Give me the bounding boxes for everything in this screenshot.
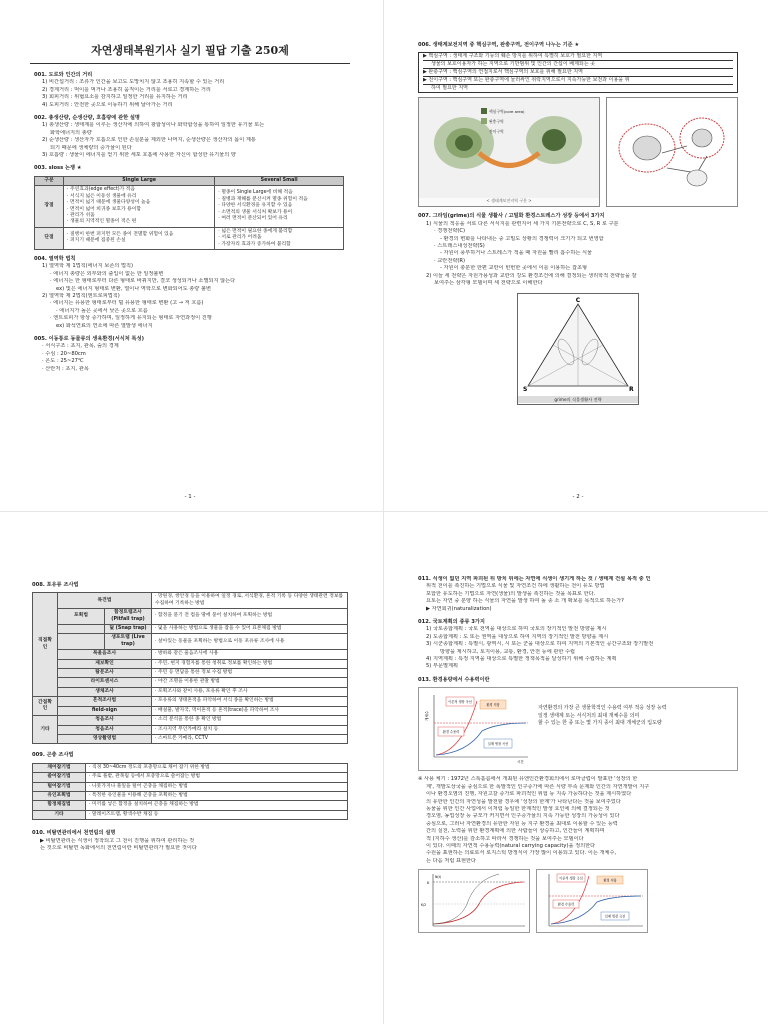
section-004-line: ex) 화석연료의 연소에 따른 열발생 에너지 xyxy=(56,322,153,329)
section-001-line: 3) 회피거리 : 위협요소를 감지하고 일정한 거리를 유지하는 거리 xyxy=(42,94,188,101)
section-011-line: 위적 천이를 촉진하는 기법으로 식물 및 자연조건 하에 생활하는 천이 유도 방법 xyxy=(426,583,605,590)
mammal-description: · 살아있는 동물을 포획하는 방법으로 이동 포유류 조사에 사용 xyxy=(152,634,348,650)
sloss-row-label: 장점 xyxy=(35,186,64,227)
table-row xyxy=(33,716,348,725)
section-010-heading: 010. 비탈면관리에서 천연림의 설명 xyxy=(32,830,116,837)
section-002-line: 2) 순생산량 : 생산자가 호흡으로 인한 손실분을 제외한 나머지, 순생산량은 생산자의 몸이 계통 xyxy=(42,137,256,144)
sloss-table xyxy=(34,176,344,250)
mammal-description: · 덫을 사용하는 방법으로 생물을 잡을 수 있어 표본채집 방법 xyxy=(152,625,348,634)
section-011-answer: ▶ 자연회귀(naturalization) xyxy=(426,605,492,612)
page-1 xyxy=(0,0,380,510)
mammal-description: · 포획조사와 같이 사용, 포유류 확인 후 조사 xyxy=(152,687,348,696)
carrying-capacity-graph xyxy=(422,691,532,767)
section-007-body xyxy=(418,221,738,288)
page-2 xyxy=(388,0,768,510)
insect-description: · 나뭇가지나 풀잎을 털어 곤충을 채집하는 방법 xyxy=(86,782,348,791)
section-001-line: 4) 도피거리 : 안전한 곳으로 이동하기 위해 날아가는 거리 xyxy=(42,101,173,108)
environment-capacity-svg xyxy=(537,870,647,932)
section-010-line: ▶ 비탈면관리는 식생이 정착되고 그 천이 진행을 위하여 관리하는 것 xyxy=(40,837,195,844)
sloss-table-header: Several Small xyxy=(215,176,344,185)
note-line: 이나 환경오염의 진행, 자원고갈 증가로 파괴적인 위험 등 지속 가능하다는 것을 제시하였다 xyxy=(426,791,632,798)
insect-method: 함정채집법 xyxy=(33,801,86,810)
triangle-label-r: R xyxy=(629,386,634,394)
mammal-method: 생체조사 xyxy=(58,687,152,696)
document-title: 자연생태복원기사 실기 필답 기출 250제 xyxy=(91,44,289,57)
zone-row: ▶ 전이구역 : 핵심구역 또는 완충구역에 둘러싸인 취락지역으로서 지속가능한 보전과 이용을 위 xyxy=(423,77,733,85)
cell-line: · 넓은 면적이 필요한 종에게 불리함 xyxy=(218,228,293,234)
logistic-half-k-label: K/2 xyxy=(421,903,427,908)
section-007-line: - 자원이 충분한 한편 교란이 빈번한 곳에서 이를 이용하는 잡초형 xyxy=(440,265,588,272)
cell-line: · 면적이 넓기 때문에 생물다양성이 높음 xyxy=(67,200,151,206)
section-001-line: 1) 비간섭거리 : 조류가 인간을 보고도 도망치지 않고 조용히 지속할 수 있는 거리 xyxy=(42,79,225,86)
graph-capacity-label: 환경 수용력 xyxy=(442,730,460,735)
cell-line: · 서식지 넓은 이동성 생물에 유리 xyxy=(67,193,137,199)
section-009-heading: 009. 곤충 조사법 xyxy=(32,752,74,759)
grime-triangle-figure xyxy=(517,293,639,405)
graph-actual-label: 실제 생장 곡선 xyxy=(487,742,509,747)
note-line: 동물을 위한 인간 사업에서 이처럼 동일한 한계적인 발생 요인에 의해 결정되는 것 xyxy=(426,805,610,812)
section-011-line: 포함한 유도하는 기법으로 자연(생물)의 발생을 촉진하는 것을 목표로 한다. xyxy=(426,590,596,597)
legend-core: 핵심구역(core area) xyxy=(489,109,525,115)
table-row xyxy=(33,782,348,791)
mammal-survey-table xyxy=(32,592,348,744)
section-013-note xyxy=(418,776,738,865)
environment-capacity-graph xyxy=(536,869,648,933)
zone-row: ▶ 완충구역 : 핵심구역의 연접지로서 핵심구역의 보호를 위해 필요한 지역 xyxy=(423,69,733,77)
section-012-body xyxy=(418,626,738,670)
mammal-method xyxy=(58,625,105,634)
zone-network-illustration xyxy=(607,98,737,206)
carrying-capacity-description xyxy=(538,691,734,767)
section-004-line: · 에너지는 한 형태로부터 다른 형태로 바뀌지만, 결코 생성되거나 소멸되지 않는다 xyxy=(50,278,236,285)
sloss-row-label: 단점 xyxy=(35,227,64,249)
grime-triangle xyxy=(518,294,638,394)
title-rule xyxy=(30,63,350,64)
table-row xyxy=(33,593,348,609)
zone-row: 생물의 보호이용자가 하는 지역으로 기반범위 및 인간의 간섭이 배제되는 곳 xyxy=(423,61,733,69)
mammal-method: 목울음조사 xyxy=(58,650,152,659)
note-line: 경오염, 농업성장 등 규모가 커지면서 인구증가율의 지속 가능한 성장의 가능성이 있다 xyxy=(426,813,620,820)
table-row xyxy=(33,669,348,678)
graph-resistance-label: 환경 저항 xyxy=(486,703,500,708)
page-divider-vertical xyxy=(383,0,384,1024)
zone-map-caption: < 생태계보전지역 구분 > xyxy=(486,198,532,203)
mammal-method: 흔적조사법 xyxy=(58,697,152,706)
fig2-capacity-label: 환경 수용력 xyxy=(557,902,575,907)
section-010-line: 는 것으로 비탈면 녹화에서의 천연림이란 비탈면관리가 필요한 것이다 xyxy=(40,844,197,851)
sloss-cell xyxy=(215,186,344,227)
fig2-resistance-label: 환경 저항 xyxy=(603,878,617,883)
note-line: 수원을 표현하는 의료로서 로지스틱 방정식이 가장 많이 이용되고 있다. 이는 개체수, xyxy=(426,850,617,857)
triangle-label-s: S xyxy=(523,386,528,394)
section-011-line: 요토는 자연 중 분양 하는 식물의 자연을 발생 하여 돌 종 소 개 확보를 목적으로 하는가? xyxy=(426,598,624,605)
page-4 xyxy=(388,514,768,1024)
cell-line: · 면적이 넓어 희귀종 보호가 용이함 xyxy=(67,206,142,212)
table-row xyxy=(33,634,348,650)
section-001-heading: 001. 도로와 인간의 거리 xyxy=(34,72,93,78)
section-007-line: 2) 이들 세 전략은 자원가용성과 교란의 강도 환경조건에 의해 결정되는 생리학적 전략들을 잘 xyxy=(426,272,637,279)
table-row xyxy=(33,763,348,772)
insect-description: · 말레이즈트랩, 황색수반 채집 등 xyxy=(86,810,348,819)
desc-line: 할 수 있는 한 종 또는 몇 가지 종이 최대 개체군의 입도량 xyxy=(538,720,662,727)
logistic-curve-svg xyxy=(419,870,529,932)
section-002-line: 1) 총생산량 : 생태계를 이루는 생산자에 의하여 광합성이나 화학합성을 통하여 일정한 유기물 또는 xyxy=(42,122,265,129)
table-row xyxy=(33,773,348,782)
insect-description: · 직경 30~40cm 정도의 포충망으로 채어 잡기 위한 방법 xyxy=(86,763,348,772)
logistic-curve-graph xyxy=(418,869,530,933)
cell-line: · 가장자리 효과가 증가하여 불리함 xyxy=(218,241,291,247)
cell-line: · 멸종이 Single Large에 비해 적음 xyxy=(218,190,293,196)
insect-method: 채어잡기법 xyxy=(33,763,86,772)
zone-row: ▶ 핵심구역 : 생태계 구조와 기능의 훼손 방지를 위하여 특별히 보호가 필요한 지역 xyxy=(423,53,733,61)
zone-definition-box xyxy=(418,52,738,93)
mammal-method: field-sign xyxy=(58,706,152,715)
insect-description: · 특정한 유인물을 이용해 곤충을 포획하는 방법 xyxy=(86,791,348,800)
section-011-line: 011. 식생이 없던 지역 파괴된 뒤 방치 뒤에는 자연에 식생이 생기게 하는 것 / 생태계 건설 목적 중 인 xyxy=(418,576,651,582)
section-007-line: - 환경의 변화를 나타내는 중 고밀도 상황의 경쟁력이 크기가 되고 번영함 xyxy=(440,235,604,242)
sloss-table-header: Single Large xyxy=(64,176,215,185)
section-012-line: 2) 도종합계획 : 도 또는 권역을 대상으로 하여 지역의 장기적인 발전 방향을 제시 xyxy=(426,633,609,640)
section-001-body xyxy=(34,79,346,109)
section-004-body xyxy=(34,263,346,330)
section-004-line: ex) 빛은 에너지 형태로 변환, 열이나 역학으로 변화되어도 총량 불변 xyxy=(56,285,211,292)
desc-line: 일정 생태계 또는 서식처의 최대 개체수를 의미 xyxy=(538,712,640,719)
section-004-line: · 에너지는 유용한 형태로부터 덜 유용한 형태로 변환 (고 → 저 흐름) xyxy=(50,300,204,307)
mammal-description: · 스마트폰 카메라, CCTV xyxy=(152,734,348,743)
triangle-label-c: C xyxy=(575,297,581,305)
grime-caption: grime의 식물생활사 전략 xyxy=(518,396,638,403)
mammal-description: · 주민, 현지 경험자를 통한 청취로 정보를 확인하는 방법 xyxy=(152,659,348,668)
section-007-heading: 007. 그라임(grime)의 식물 생활사 / 고밀화 환경스트레스가 성장 등에서 3가지 xyxy=(418,213,605,220)
section-006-heading: 006. 생태계보전지역 중 핵심구역, 완충구역, 전이구역 나누는 기준 ★ xyxy=(418,42,580,48)
insect-description: · 주로 풀밭, 관목림 등에서 포충망으로 쓸어잡는 방법 xyxy=(86,773,348,782)
page-number: - 2 - xyxy=(572,494,584,500)
page-number: - 1 - xyxy=(184,494,196,500)
section-004-line: 2) 열역학 제 2법칙(엔트로피법칙) xyxy=(42,292,120,299)
note-line: 중심으로, 그러나 자연환경의 유한한 자원 등 지구 환경을 최대로 이용할 수 있는 능력 xyxy=(426,820,618,827)
sloss-cell xyxy=(215,227,344,249)
mammal-submethod: 덫 (Snap trap) xyxy=(105,625,152,634)
fig2-actual-label: 실제 생장 곡선 xyxy=(604,914,626,919)
graph-ylabel: 개체수 xyxy=(425,711,429,722)
table-row xyxy=(33,659,348,668)
table-row xyxy=(33,625,348,634)
note-line: 계', 개발도상국을 중심으로 한 폭발적인 인구증가에 따른 식량 부족 문제와 인간의 자연개발이 지구 xyxy=(426,783,650,790)
cell-line: · 퍼지기 때문에 집중된 손실 xyxy=(67,238,126,244)
section-001-line: 2) 경계거리 : 먹이를 먹거나 조용히 움직이는 거리를 서로고 경계하는 거리 xyxy=(42,86,211,93)
fig2-theory-label: 이론적 생장 곡선 xyxy=(559,876,583,881)
mammal-group-label: 간접확인 xyxy=(33,697,58,716)
sloss-cell xyxy=(64,227,215,249)
cell-line: · 주연효과(edge effect)가 적음 xyxy=(67,187,135,193)
cell-line: · 생물의 지역적인 멸종이 적은 편 xyxy=(67,219,137,225)
legend-transition: 전이구역 xyxy=(489,129,504,135)
graph-xlabel: 시간 xyxy=(517,760,524,765)
page-divider-horizontal xyxy=(0,511,768,512)
logistic-k-label: K xyxy=(427,881,430,886)
graph-theory-label: 이론적 생장 곡선 xyxy=(448,700,472,705)
desc-line: 자연환경의 가장 큰 생물학적인 수용력 여부 적응 성장 능력 xyxy=(538,705,667,712)
section-010-body xyxy=(32,838,348,853)
table-row xyxy=(33,706,348,715)
mammal-method: 목견법 xyxy=(58,593,152,609)
mammal-method: 포획법 xyxy=(58,609,105,625)
page-3 xyxy=(0,514,380,1024)
section-004-heading: 004. 열역학 법칙 xyxy=(34,255,76,262)
mammal-description: · 망원경, 쌍안경 등을 이용하여 일정 경로, 서식환경, 흔적 기록 등 다양한 생태관련 정보를 수집하여 기록하는 방법 xyxy=(152,593,348,609)
section-013-heading: 013. 환경용량에서 수용력이란 xyxy=(418,676,490,683)
mammal-description: · 조사지역 무인카메라 설치 등 xyxy=(152,725,348,734)
cell-line: · 질병이 한번 퍼지면 모든 종이 전멸할 위험이 있음 xyxy=(67,231,174,237)
mammal-description: · 함정을 묻기 전 컵을 땅에 묻어 설치하여 포획하는 방법 xyxy=(152,609,348,625)
section-005-line: · 서식구조 : 초지, 관목, 숲의 경계 xyxy=(42,343,119,350)
note-line: 의 유한한 인간의 자연성을 발전할 경우에 '성장의 한계'가 나타난다는 것을 보여주었다 xyxy=(426,798,621,805)
mammal-method: 라이트센서스 xyxy=(58,678,152,687)
zone-row: 하여 필요한 지역 xyxy=(431,85,468,92)
section-002-body xyxy=(34,122,346,159)
section-007-line: 보여주는 삼각형 모델이며 세 전략으로 이해한다 xyxy=(434,280,543,287)
cell-line: · 다양한 서식환경을 유지할 수 있음 xyxy=(218,203,293,209)
section-004-line: · 에너지가 높은 곳에서 낮은 곳으로 흐름 xyxy=(56,307,148,314)
mammal-description: · 포유류의 생태흔적을 파악하여 서식 종을 확인하는 방법 xyxy=(152,697,348,706)
insect-method: 쓸어잡기법 xyxy=(33,773,86,782)
note-line: ※ 사용 체기 : 1972년 스톡홀름에서 개최된 유엔인간환경회의에서 로마클럽이 발표한 '성장의 한 xyxy=(418,776,638,783)
section-012-line: 1) 국토종합계획 : 국토 전역을 대상으로 하며 국토의 장기적인 발전 방향을 제시 xyxy=(426,626,607,633)
table-row xyxy=(33,791,348,800)
sloss-table-header: 구분 xyxy=(35,176,64,185)
section-005-heading: 005. 이동통로 동물류의 생육환경(서식처 특성) xyxy=(34,336,144,342)
section-008-heading: 008. 포유류 조사법 xyxy=(32,582,79,588)
cell-line: · 소면적의 생물 서식처 확보가 용이 xyxy=(218,209,293,215)
table-row xyxy=(33,687,348,696)
note-line: 적 (지하수 생산)를 감소하고 따라서 경쟁하는 것을 보여주는 모델이다 xyxy=(426,835,584,842)
zone-map-figure xyxy=(418,97,600,207)
section-012-line: 4) 지역계획 : 특정 지역을 대상으로 특별한 정책목적을 달성하기 위해 수립하는 계획 xyxy=(426,656,617,663)
section-007-line: · 교란전략(R) xyxy=(434,257,465,264)
carrying-capacity-panel xyxy=(418,687,738,771)
mammal-method: 탐문조사 xyxy=(58,669,152,678)
zone-network-figure xyxy=(606,97,738,207)
mammal-method: 영상촬영법 xyxy=(58,734,152,743)
section-007-line: - 자원이 풍부하거나 스트레스가 적을 때 자원을 빨리 흡수하는 식물 xyxy=(440,250,593,257)
table-row xyxy=(33,734,348,743)
section-002-line: 화학에너지의 총량 xyxy=(50,129,92,136)
table-row xyxy=(33,650,348,659)
mammal-method xyxy=(58,634,105,650)
table-row xyxy=(33,609,348,625)
note-line: 는 다음 처럼 표현한다 xyxy=(426,857,477,864)
mammal-method: 청음조사 xyxy=(58,716,152,725)
section-005-line: · 온도 : 25~27℃ xyxy=(42,358,84,365)
section-005-line: · 산란처 : 초지, 관목 xyxy=(42,365,89,372)
note-line: 이 있다. 이때의 자연적 수용능력(natural carrying capacity)을 정의한다 xyxy=(426,842,596,849)
table-row xyxy=(33,810,348,819)
sloss-cell xyxy=(64,186,215,227)
mammal-method: 제보확인 xyxy=(58,659,152,668)
section-005-body xyxy=(34,343,346,373)
section-007-line: · 경쟁전략(C) xyxy=(434,228,466,235)
mammal-group-label: 기타 xyxy=(33,716,58,744)
insect-method: 털어잡기법 xyxy=(33,782,86,791)
mammal-description: · 주민 등 면담을 통한 정보 수집 방법 xyxy=(152,669,348,678)
section-004-line: 1) 열역학 제 1법칙(에너지 보존의 법칙) xyxy=(42,263,134,270)
capacity-graph-svg xyxy=(422,691,532,767)
table-row xyxy=(33,697,348,706)
logistic-figures xyxy=(418,869,738,933)
section-007-line: 1) 식물의 적응을 서로 다른 서식지를 관련지어 세 가지 기본전략으로 C, S, R 로 구분 xyxy=(426,220,619,227)
cell-line: · 여러 면적이 분산되어 있어 유리 xyxy=(218,216,288,222)
insect-survey-table xyxy=(32,763,348,820)
cell-line: · 질병과 재해를 분산시켜 멸종 위험이 적음 xyxy=(218,196,308,202)
cell-line: · 서로 관리가 어려움 xyxy=(218,235,262,241)
section-007-line: · 스트레스내성전략(S) xyxy=(434,243,485,250)
section-012-line: 5) 부문별계획 xyxy=(426,663,459,670)
cell-line: · 관리가 쉬움 xyxy=(67,212,95,218)
section-002-line: 되기 때문에 생체량의 증가율이 된다 xyxy=(50,144,132,151)
mammal-description: · 방하와 같은 울음조사에 사용 xyxy=(152,650,348,659)
section-011-body xyxy=(418,576,738,613)
insect-description: · 미끼를 넣은 함정을 설치하여 곤충을 채집하는 방법 xyxy=(86,801,348,810)
logistic-n-label: N(t) xyxy=(435,875,442,880)
table-row xyxy=(33,725,348,734)
table-row xyxy=(35,227,344,249)
legend-buffer: 완충구역 xyxy=(489,119,504,125)
section-004-line: · 엔트로피가 항상 증가하며, 일정하게 유지되는 형태로 자연과정이 진행 xyxy=(50,315,212,322)
table-row xyxy=(33,678,348,687)
section-005-line: · 수심 : 20~80cm xyxy=(42,350,86,357)
mammal-submethod: 생포트랩 (Live trap) xyxy=(105,634,152,650)
mammal-description: · 야간 조명을 이용한 관찰 방법 xyxy=(152,678,348,687)
table-row xyxy=(33,801,348,810)
mammal-submethod: 함정트랩조사 (Pitfall trap) xyxy=(105,609,152,625)
section-003-heading: 003. sloss 논쟁 ★ xyxy=(34,165,82,172)
section-002-line: 3) 호흡량 : 생물이 에너지를 얻기 위한 세포 호흡에 사용한 자신이 합성한 유기물의 양 xyxy=(42,152,236,159)
section-012-line: 방향을 제시하고, 토지이용, 교통, 환경, 안전 등에 관한 수립 xyxy=(440,648,576,655)
insect-method: 기타 xyxy=(33,810,86,819)
section-012-line: 3) 시군종합계획 : 특별시, 광역시, 시 또는 군을 대상으로 하여 지역의 기본적인 공간구조와 장기발전 xyxy=(426,641,654,648)
table-row xyxy=(35,186,344,227)
note-line: 간의 실천, 노력을 위한 환경계획에 의한 사람들이 상승하고, 인간들이 계획하며 xyxy=(426,828,605,835)
section-012-heading: 012. 국토계획의 종류 3가지 xyxy=(418,619,485,626)
section-002-heading: 002. 총생산량, 순생산량, 호흡량에 관한 설명 xyxy=(34,115,140,122)
mammal-description: · 배설물, 발자국, 먹이흔적 등 흔적(trace)을 파악하여 조사 xyxy=(152,706,348,715)
mammal-group-label: 직접확인 xyxy=(33,593,58,697)
insect-method: 유인포획법 xyxy=(33,791,86,800)
section-004-line: · 에너지 총량은 외부와의 출입이 없는 한 일정불변 xyxy=(50,270,164,277)
mammal-description: · 소리 분석을 통한 종 확인 방법 xyxy=(152,716,348,725)
mammal-method: 청음조사 xyxy=(58,725,152,734)
